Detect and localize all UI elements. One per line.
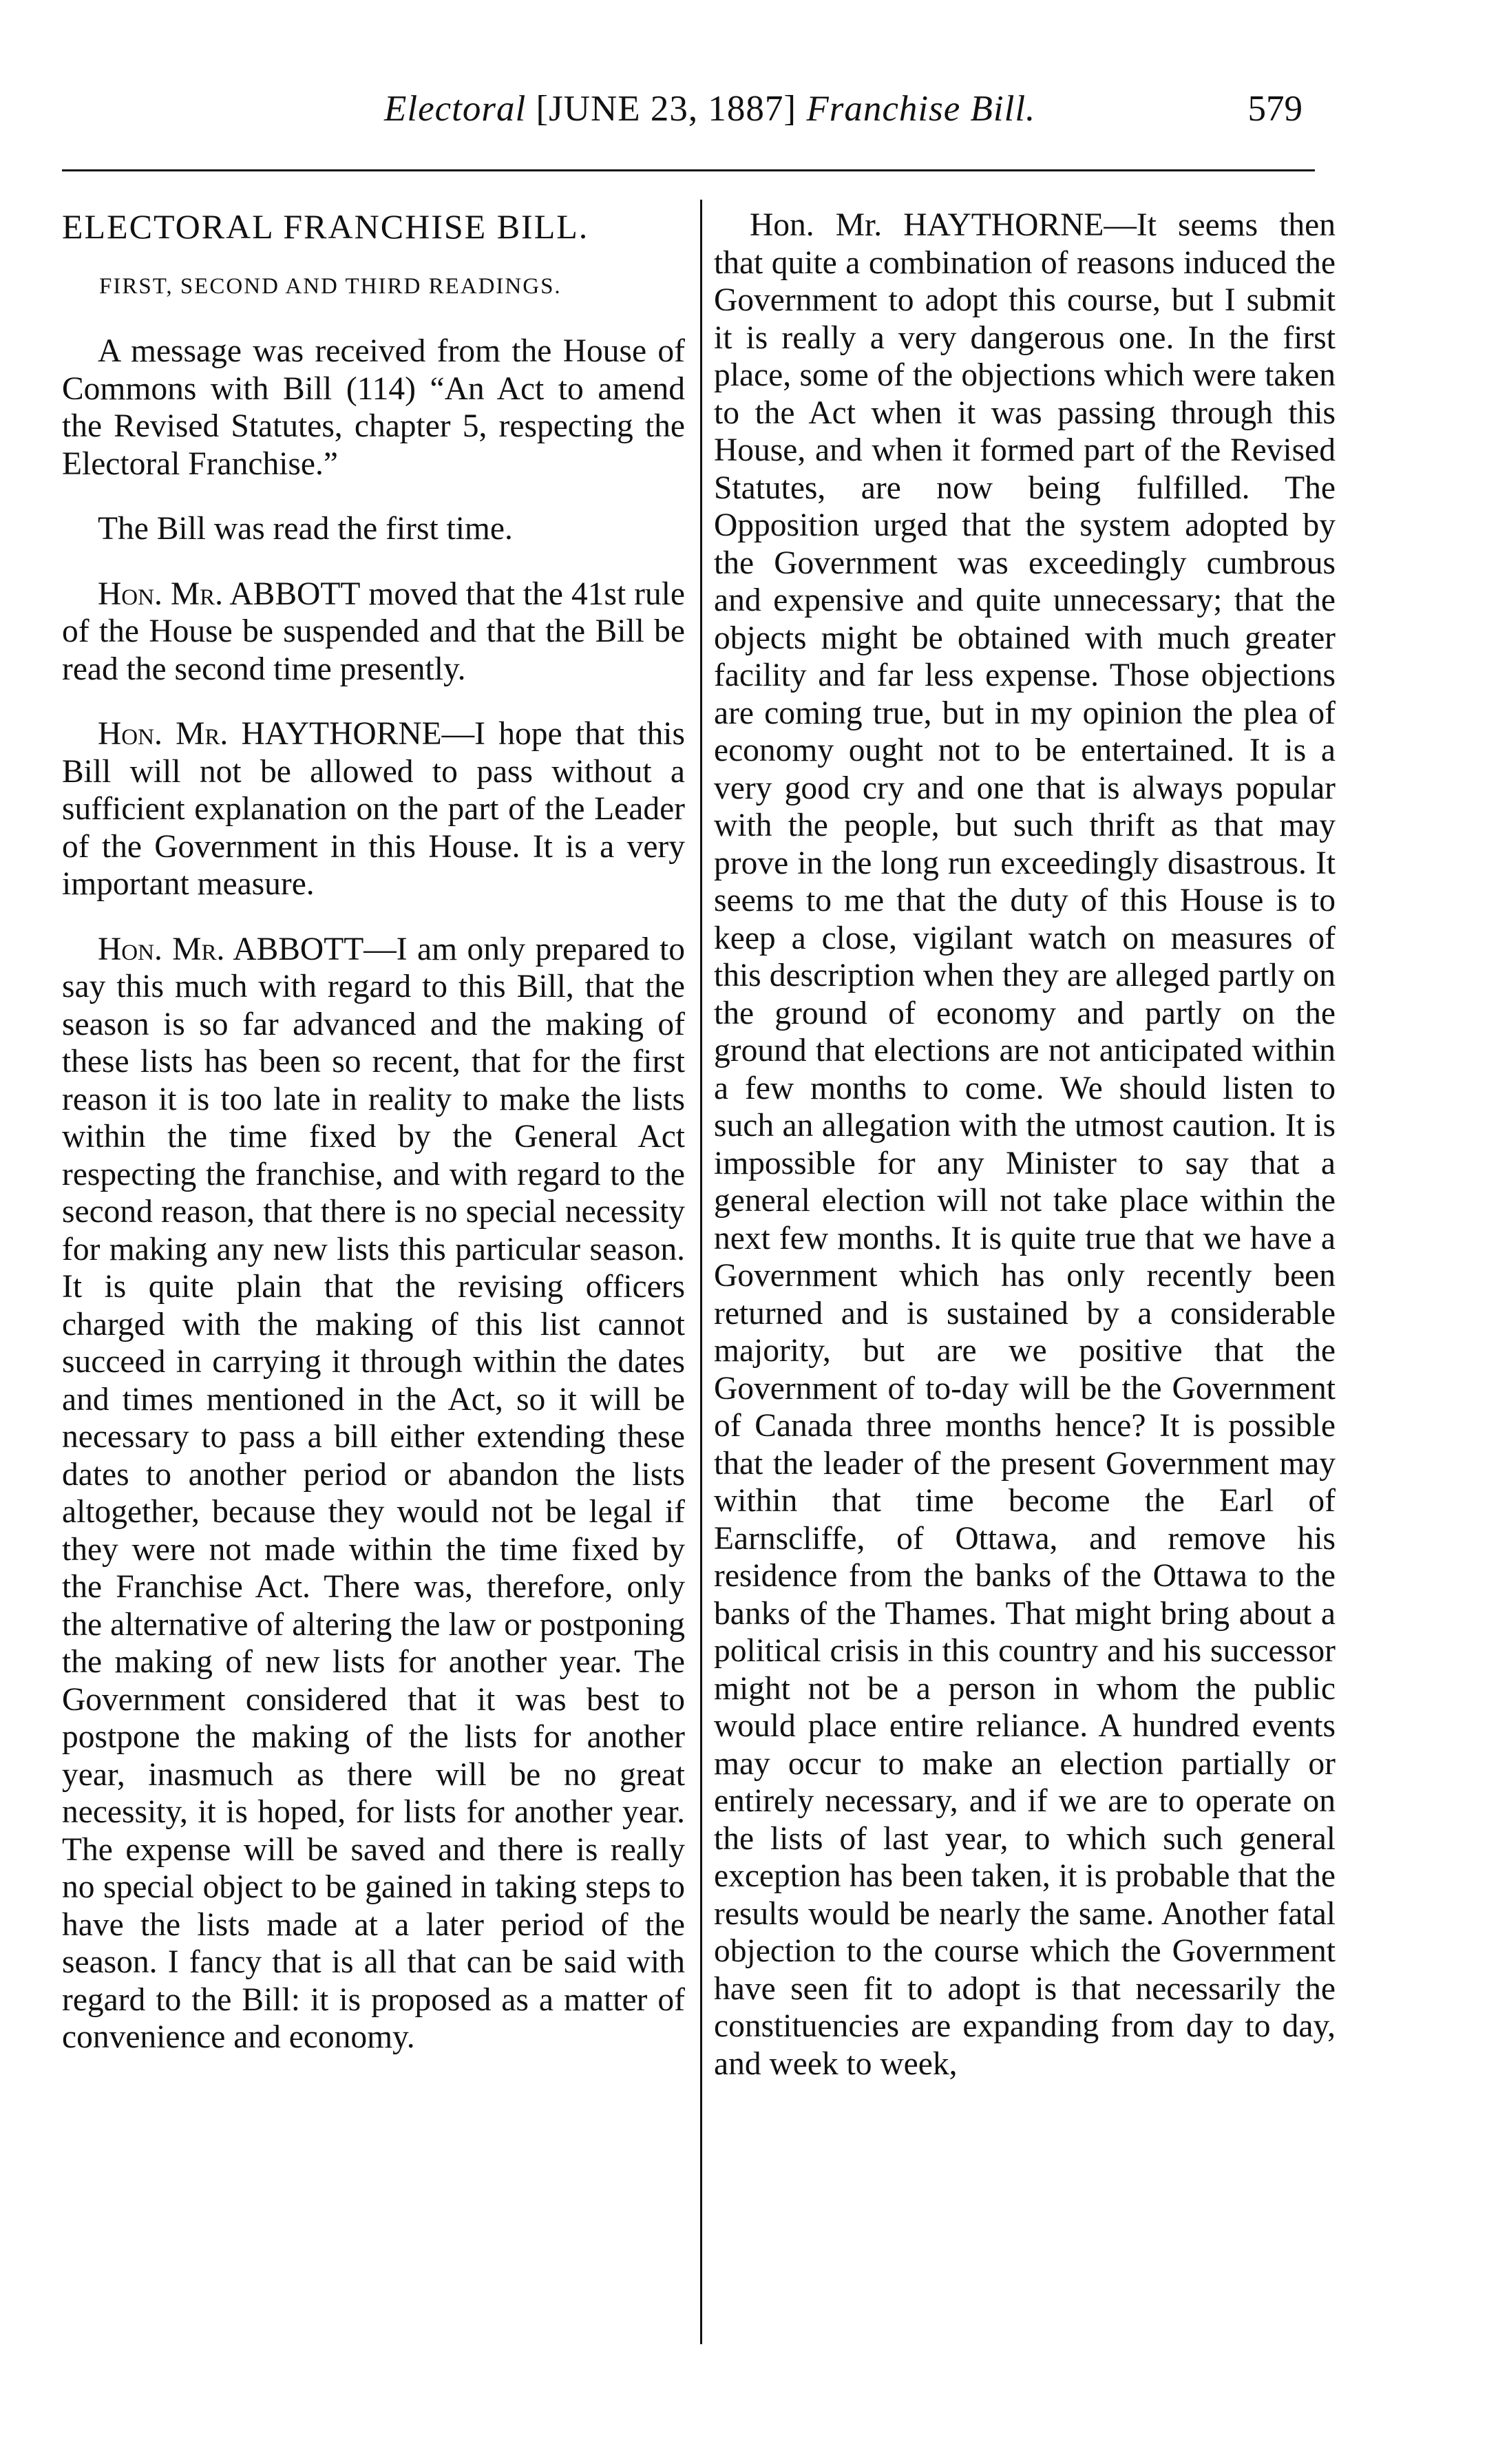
- paragraph: [62, 333, 685, 483]
- right-column: [714, 207, 1336, 2083]
- header-rule: [62, 169, 1315, 171]
- header-right-italic: Franchise Bill.: [806, 89, 1036, 129]
- paragraph-text: A message was received from the House of Commons with Bill (114) “An Act to amend the Revised Statutes, chapter 5, respecting the Electoral Franchise.”: [62, 333, 685, 482]
- paragraph-text: —I hope that this Bill will not be allowed to pass without a sufficient explanation on the part of the Leader of the Government in this House. It is a very important measure.: [62, 716, 685, 902]
- paragraph-text: —It seems then that quite a combination of reasons induced the Government to adopt this course, but I submit it is really a very dangerous one. In the first place, some of the objections which were taken to the Act when it was passing through this House, and when it formed part of the Revised Statutes, are now being fulfilled. The Opposition urged that the system adopted by the Government was exceedingly cumbrous and expensive and quite unnecessary; that the objects might be obtained with much greater facility and far less expense. Those objections are coming true, but in my opinion the plea of economy ought not to be entertained. It is a very good cry and one that is always popular with the people, but such thrift as that may prove in the long run exceedingly disastrous. It seems to me that the duty of this House is to keep a close, vigilant watch on measures of this description when they are alleged partly on the ground of economy and partly on the ground that elections are not anticipated within a few months to come. We should listen to such an allegation with the utmost caution. It is impossible for any Minister to say that a general election will not take place within the next few months. It is quite true that we have a Government which has only recently been returned and is sustained by a considerable majority, but are we positive that the Government of to-day will be the Government of Canada three months hence? It is possible that the leader of the present Government may within that time become the Earl of Earnscliffe, of Ottawa, and remove his residence from the banks of the Ottawa to the banks of the Thames. That might bring about a political crisis in this country and his successor might not be a person in whom the public would place entire reliance. A hundred events may occur to make an election partially or entirely necessary, and if we are to operate on the lists of last year, to which such general exception has been taken, it is probable that the results would be nearly the same. Another fatal objection to the course which the Government have seen fit to adopt is that necessarily the constituencies are expanding from day to day, and week to week,: [714, 207, 1336, 2082]
- running-header: [62, 88, 1315, 136]
- paragraph: [62, 576, 685, 688]
- header-left-italic: Electoral: [384, 89, 527, 129]
- paragraph: [62, 510, 685, 548]
- paragraph-text: —I am only prepared to say this much with regard to this Bill, that the season is so far advanced and the making of these lists has been so recent, that for the first reason it is too late in reality to make the lists within the time fixed by the General Act respecting the franchise, and with regard to the second reason, that there is no special necessity for making any new lists this particular season. It is quite plain that the revising officers charged with the making of this list cannot succeed in carrying it through within the dates and times mentioned in the Act, so it will be necessary to pass a bill either extending these dates to another period or abandon the lists altogether, because they would not be legal if they were not made within the time fixed by the Franchise Act. There was, therefore, only the alternative of altering the law or postponing the making of new lists for another year. The Government considered that it was best to postpone the making of the lists for another year, inasmuch as there will be no great necessity, it is hoped, for lists for another year. The expense will be saved and there is really no special object to be gained in taking steps to have the lists made at a later period of the season. I fancy that is all that can be said with regard to the Bill: it is proposed as a matter of convenience and economy.: [62, 931, 685, 2055]
- speaker-name: Hon. Mr. ABBOTT: [98, 931, 364, 967]
- page-number: 579: [1247, 89, 1303, 129]
- speaker-name: Hon. Mr. ABBOTT: [98, 576, 361, 612]
- paragraph-text: moved that the 41st rule of the House be suspended and that the Bill be read the second time presently.: [62, 576, 685, 687]
- paragraph-text: The Bill was read the first time.: [98, 511, 513, 547]
- speaker-name: Hon. Mr. HAYTHORNE: [750, 207, 1104, 243]
- column-divider: [700, 200, 702, 2344]
- paragraph: [62, 931, 685, 2056]
- article-title: ELECTORAL FRANCHISE BILL.: [62, 207, 589, 246]
- paragraph: [62, 715, 685, 903]
- speaker-name: Hon. Mr. HAYTHORNE: [98, 716, 442, 752]
- header-date: [JUNE 23, 1887]: [536, 89, 797, 129]
- paragraph: [714, 207, 1336, 2083]
- left-column: [62, 207, 685, 2056]
- article-subtitle: FIRST, SECOND AND THIRD READINGS.: [99, 273, 562, 299]
- header-title: [384, 88, 1035, 129]
